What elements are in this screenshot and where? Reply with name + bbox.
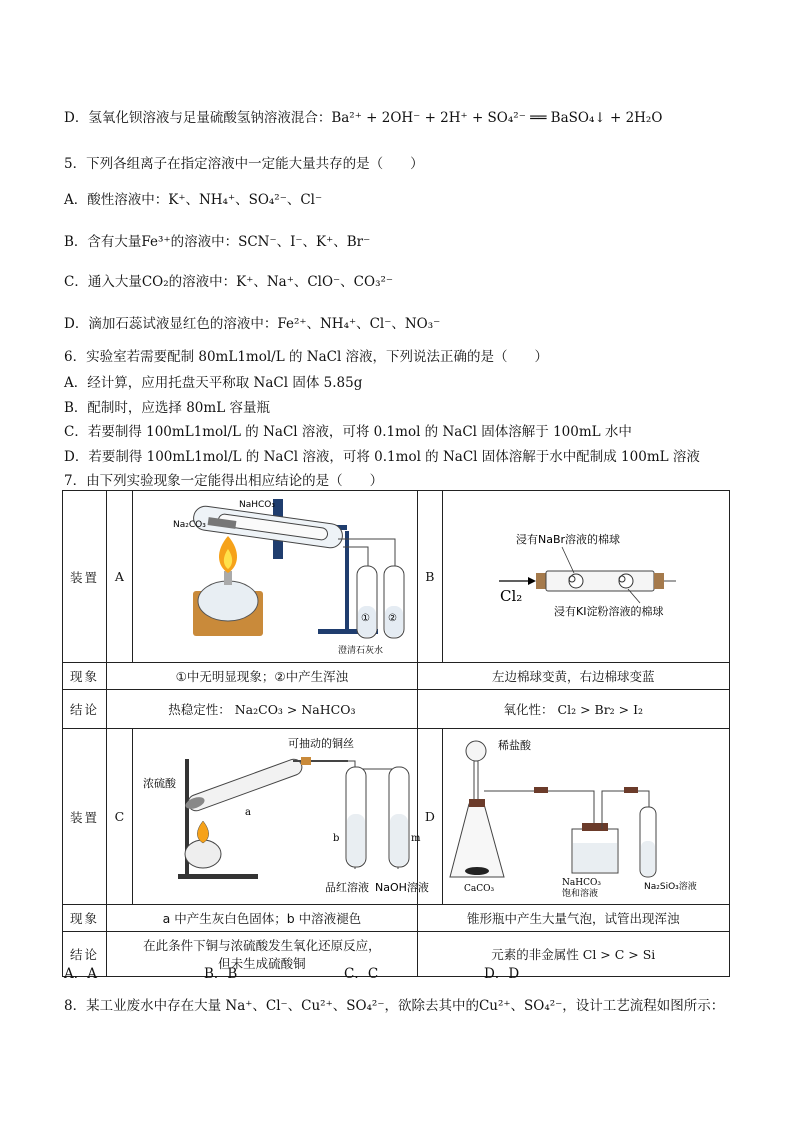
figure-b-cell bbox=[443, 491, 730, 663]
row-label-apparatus-2: 装置 bbox=[63, 729, 107, 905]
row-label-apparatus: 装置 bbox=[63, 491, 107, 663]
conclusion-c-line1: 在此条件下铜与浓硫酸发生氧化还原反应， bbox=[143, 938, 381, 953]
observation-d: 锥形瓶中产生大量气泡，试管出现浑浊 bbox=[417, 905, 729, 932]
figure-d-cell bbox=[443, 729, 730, 905]
label-a: a bbox=[244, 807, 251, 818]
conclusion-b: 氧化性： Cl₂ > Br₂ > I₂ bbox=[417, 690, 729, 729]
figure-c-copper-h2so4 bbox=[133, 729, 429, 901]
q5-option-a: A．酸性溶液中：K⁺、NH₄⁺、SO₄²⁻、Cl⁻ bbox=[64, 192, 323, 208]
q6-stem: 6．实验室若需要配制 80mL1mol/L 的 NaCl 溶液，下列说法正确的是（ ） bbox=[64, 349, 549, 365]
figure-a-heating-nahco3 bbox=[133, 491, 417, 659]
label-pinhong: 品红溶液 bbox=[324, 881, 369, 894]
q6-option-b: B．配制时，应选择 80mL 容量瓶 bbox=[64, 400, 270, 416]
option-label-d: D bbox=[417, 729, 443, 905]
q6-option-c: C．若要制得 100mL1mol/L 的 NaCl 溶液，可将 0.1mol 的 NaCl 固体溶解于 100mL 水中 bbox=[64, 424, 632, 440]
label-na2sio3: Na₂SiO₃溶液 bbox=[644, 882, 697, 892]
label-m: m bbox=[410, 833, 421, 844]
q7-answer-d: D．D bbox=[484, 966, 520, 982]
label-b: b bbox=[332, 833, 340, 844]
label-conc-h2so4: 浓硫酸 bbox=[142, 777, 176, 790]
conclusion-a: 热稳定性： Na₂CO₃ > NaHCO₃ bbox=[107, 690, 418, 729]
q5-option-c: C．通入大量CO₂的溶液中：K⁺、Na⁺、ClO⁻、CO₃²⁻ bbox=[64, 274, 394, 290]
q6-option-a: A．经计算，应用托盘天平称取 NaCl 固体 5.85g bbox=[64, 375, 363, 391]
figure-a-cell bbox=[132, 491, 417, 663]
q6-option-d: D．若要制得 100mL1mol/L 的 NaCl 溶液，可将 0.1mol 的 NaCl 固体溶解于水中配制成 100mL 溶液 bbox=[64, 449, 700, 465]
row-label-observation-2: 现象 bbox=[63, 905, 107, 932]
figure-b-cl2-tube bbox=[444, 491, 728, 659]
label-limewater: 澄清石灰水 bbox=[337, 646, 383, 656]
label-naoh: NaOH溶液 bbox=[374, 881, 429, 894]
q8-stem: 8．某工业废水中存在大量 Na⁺、Cl⁻、Cu²⁺、SO₄²⁻，欲除去其中的Cu²⁺、SO₄²⁻，设计工艺流程如图所示： bbox=[64, 998, 725, 1014]
option-label-c: C bbox=[107, 729, 133, 905]
row-label-conclusion-1: 结论 bbox=[63, 690, 107, 729]
q5-stem: 5．下列各组离子在指定溶液中一定能大量共存的是（ ） bbox=[64, 156, 424, 172]
q4-option-d-prefix: D．氢氧化钡溶液与足量硫酸氢钠溶液混合： bbox=[64, 110, 332, 126]
q7-table bbox=[62, 490, 730, 977]
conclusion-d: 元素的非金属性 Cl > C > Si bbox=[417, 932, 729, 977]
label-caco3: CaCO₃ bbox=[464, 884, 495, 894]
q7-stem: 7．由下列实验现象一定能得出相应结论的是（ ） bbox=[64, 473, 384, 489]
figure-d-acidity bbox=[444, 729, 728, 901]
label-tube-1: ① bbox=[360, 613, 370, 624]
label-nabr-cotton: 浸有NaBr溶液的棉球 bbox=[516, 533, 621, 546]
label-tube-2: ② bbox=[387, 613, 397, 624]
label-na2co3: Na₂CO₃ bbox=[172, 520, 206, 530]
q5-option-d: D．滴加石蕊试液显红色的溶液中：Fe²⁺、NH₄⁺、Cl⁻、NO₃⁻ bbox=[64, 316, 441, 332]
observation-c: a 中产生灰白色固体；b 中溶液褪色 bbox=[107, 905, 418, 932]
label-dilute-hcl: 稀盐酸 bbox=[498, 739, 532, 752]
conclusion-c-line2: 但未生成硫酸铜 bbox=[218, 956, 306, 971]
observation-b: 左边棉球变黄，右边棉球变蓝 bbox=[417, 663, 729, 690]
observation-a: ①中无明显现象；②中产生浑浊 bbox=[107, 663, 418, 690]
row-label-conclusion-2: 结论 bbox=[63, 932, 107, 977]
option-label-b: B bbox=[417, 491, 443, 663]
label-nahco3-d: NaHCO₃ bbox=[562, 878, 602, 888]
q7-answer-a: A．A bbox=[64, 966, 97, 982]
option-label-a: A bbox=[107, 491, 133, 663]
q4-option-d bbox=[64, 106, 662, 126]
q7-answer-c: C．C bbox=[344, 966, 379, 982]
figure-c-cell bbox=[132, 729, 429, 905]
q4-option-d-equation: Ba²⁺ + 2OH⁻ + 2H⁺ + SO₄²⁻ ══ BaSO₄↓ + 2H₂O bbox=[331, 110, 663, 126]
label-cl2: Cl₂ bbox=[500, 587, 523, 605]
label-nahco3: NaHCO₃ bbox=[238, 500, 275, 510]
label-saturated: 饱和溶液 bbox=[562, 889, 599, 899]
q7-answer-b: B．B bbox=[204, 966, 238, 982]
label-copper-wire: 可抽动的铜丝 bbox=[287, 737, 354, 750]
row-label-observation-1: 现象 bbox=[63, 663, 107, 690]
q5-option-b: B．含有大量Fe³⁺的溶液中：SCN⁻、I⁻、K⁺、Br⁻ bbox=[64, 234, 371, 250]
label-ki-cotton: 浸有KI淀粉溶液的棉球 bbox=[554, 605, 664, 618]
